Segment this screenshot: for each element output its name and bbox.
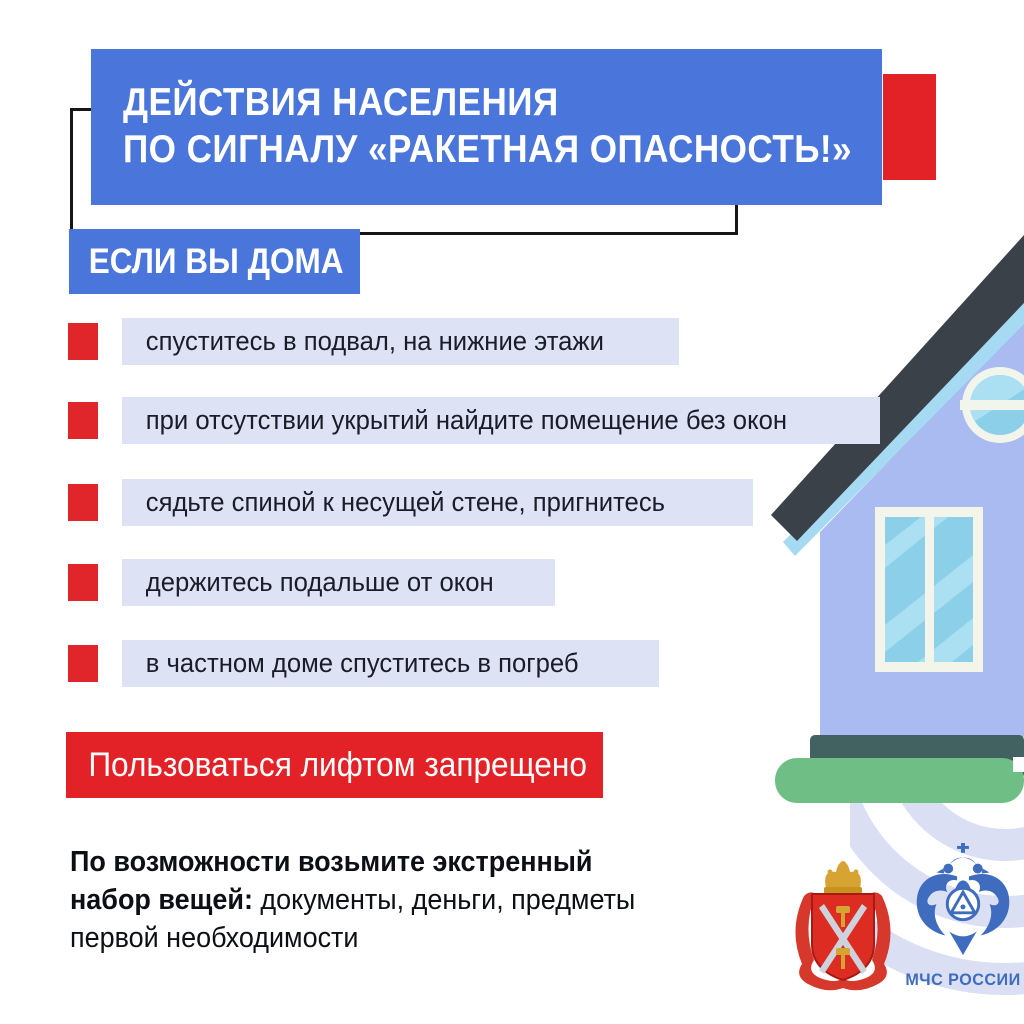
list-bullet xyxy=(68,645,98,682)
list-bullet xyxy=(68,402,98,439)
elevator-warning-banner xyxy=(66,732,603,798)
list-item-label: сядьте спиной к несущей стене, пригнитесь xyxy=(145,487,666,517)
list-item-label: держитесь подальше от окон xyxy=(145,567,494,597)
list-item xyxy=(122,559,555,606)
list-bullet xyxy=(68,484,98,521)
list-bullet xyxy=(68,564,98,601)
emergency-kit-note xyxy=(70,843,665,957)
list-item-label: при отсутствии укрытий найдите помещение без окон xyxy=(145,405,788,435)
poster-title-line1: ДЕЙСТВИЯ НАСЕЛЕНИЯ xyxy=(123,81,559,124)
section-label: ЕСЛИ ВЫ ДОМА xyxy=(88,242,344,281)
mchs-logo xyxy=(898,843,1024,993)
list-item xyxy=(122,318,679,365)
list-item xyxy=(122,397,880,444)
poster-title-box xyxy=(91,49,882,205)
list-item-label: в частном доме спуститесь в погреб xyxy=(145,648,579,678)
red-accent-block xyxy=(883,74,936,180)
mchs-emblem-icon xyxy=(903,843,1023,961)
note-bold-text: По возможности возьмите экстренный набор вещей: xyxy=(70,846,593,916)
tall-window-icon xyxy=(875,507,983,672)
list-item xyxy=(122,640,659,687)
list-bullet xyxy=(68,323,98,360)
poster-title-line2: ПО СИГНАЛУ «РАКЕТНАЯ ОПАСНОСТЬ!» xyxy=(123,128,852,171)
mchs-label: МЧС РОССИИ xyxy=(905,970,1021,989)
tula-coat-of-arms-icon xyxy=(786,860,900,992)
list-item xyxy=(122,479,753,526)
note-regular-text: документы, деньги, предметы первой необходимости xyxy=(70,884,636,954)
warning-label: Пользоваться лифтом запрещено xyxy=(88,746,587,784)
section-if-at-home xyxy=(69,229,360,294)
list-item-label: спуститесь в подвал, на нижние этажи xyxy=(145,326,604,356)
